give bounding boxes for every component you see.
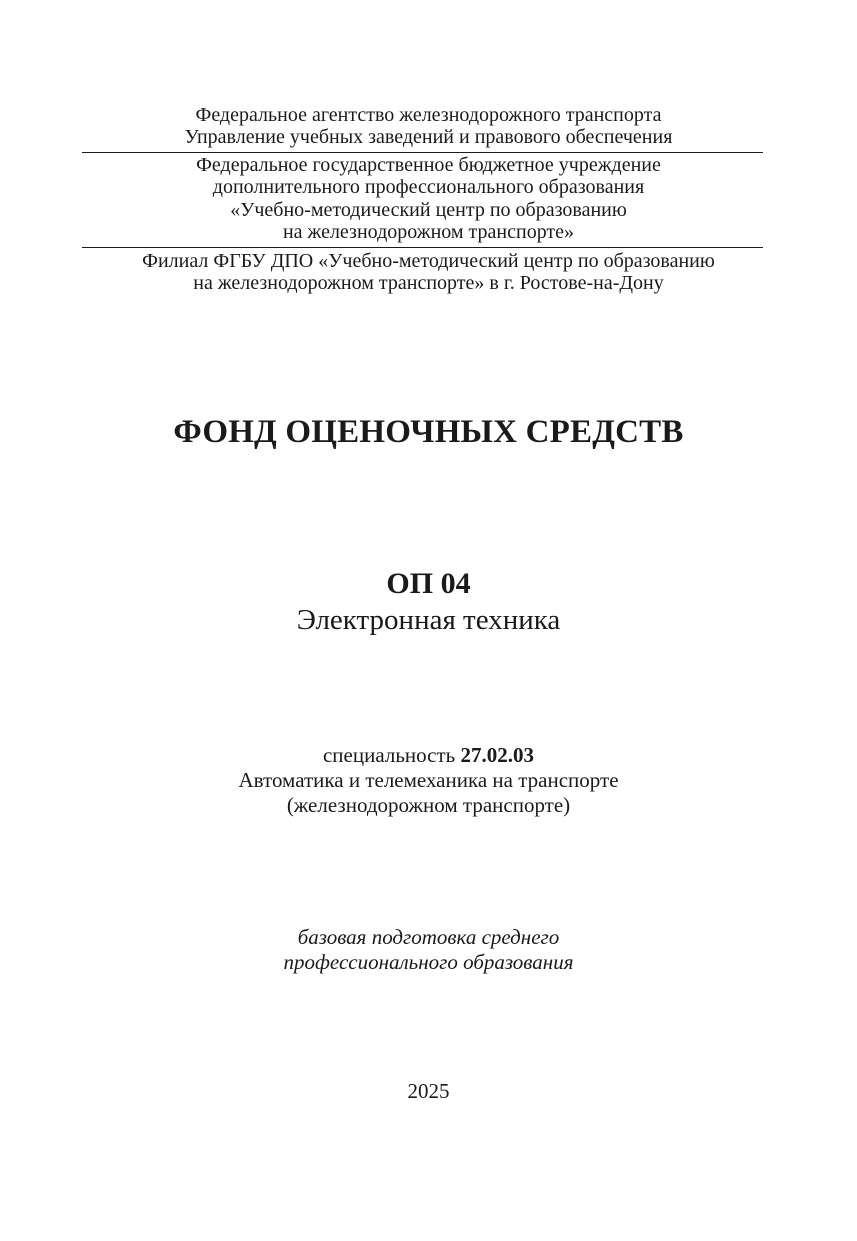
specialty-line bbox=[0, 743, 857, 767]
institution-line-1: Федеральное государственное бюджетное учреждение bbox=[196, 154, 661, 176]
specialty-name-line-1: Автоматика и телемеханика на транспорте bbox=[238, 768, 619, 792]
discipline-name: Электронная техника bbox=[296, 604, 561, 636]
branch-line-1: Филиал ФГБУ ДПО «Учебно-методический центр по образованию bbox=[142, 250, 715, 272]
header-divider-2 bbox=[82, 247, 763, 248]
specialty-name-line-2: (железнодорожном транспорте) bbox=[286, 793, 571, 817]
agency-line-2: Управление учебных заведений и правового обеспечения bbox=[184, 126, 673, 148]
publication-year: 2025 bbox=[407, 1079, 450, 1103]
specialty-code: 27.02.03 bbox=[460, 743, 534, 767]
specialty-prefix: специальность bbox=[322, 743, 461, 767]
discipline-code: ОП 04 bbox=[386, 567, 471, 600]
institution-line-2: дополнительного профессионального образования bbox=[212, 176, 645, 198]
header-divider-1 bbox=[82, 152, 763, 153]
institution-line-4: на железнодорожном транспорте» bbox=[282, 221, 575, 243]
training-level-line-1: базовая подготовка среднего bbox=[297, 925, 560, 949]
agency-line-1: Федеральное агентство железнодорожного транспорта bbox=[195, 104, 662, 126]
training-level-line-2: профессионального образования bbox=[283, 950, 574, 974]
branch-line-2: на железнодорожном транспорте» в г. Ростове-на-Дону bbox=[193, 272, 664, 294]
document-title: ФОНД ОЦЕНОЧНЫХ СРЕДСТВ bbox=[173, 414, 684, 450]
institution-line-3: «Учебно-методический центр по образованию bbox=[230, 199, 627, 221]
